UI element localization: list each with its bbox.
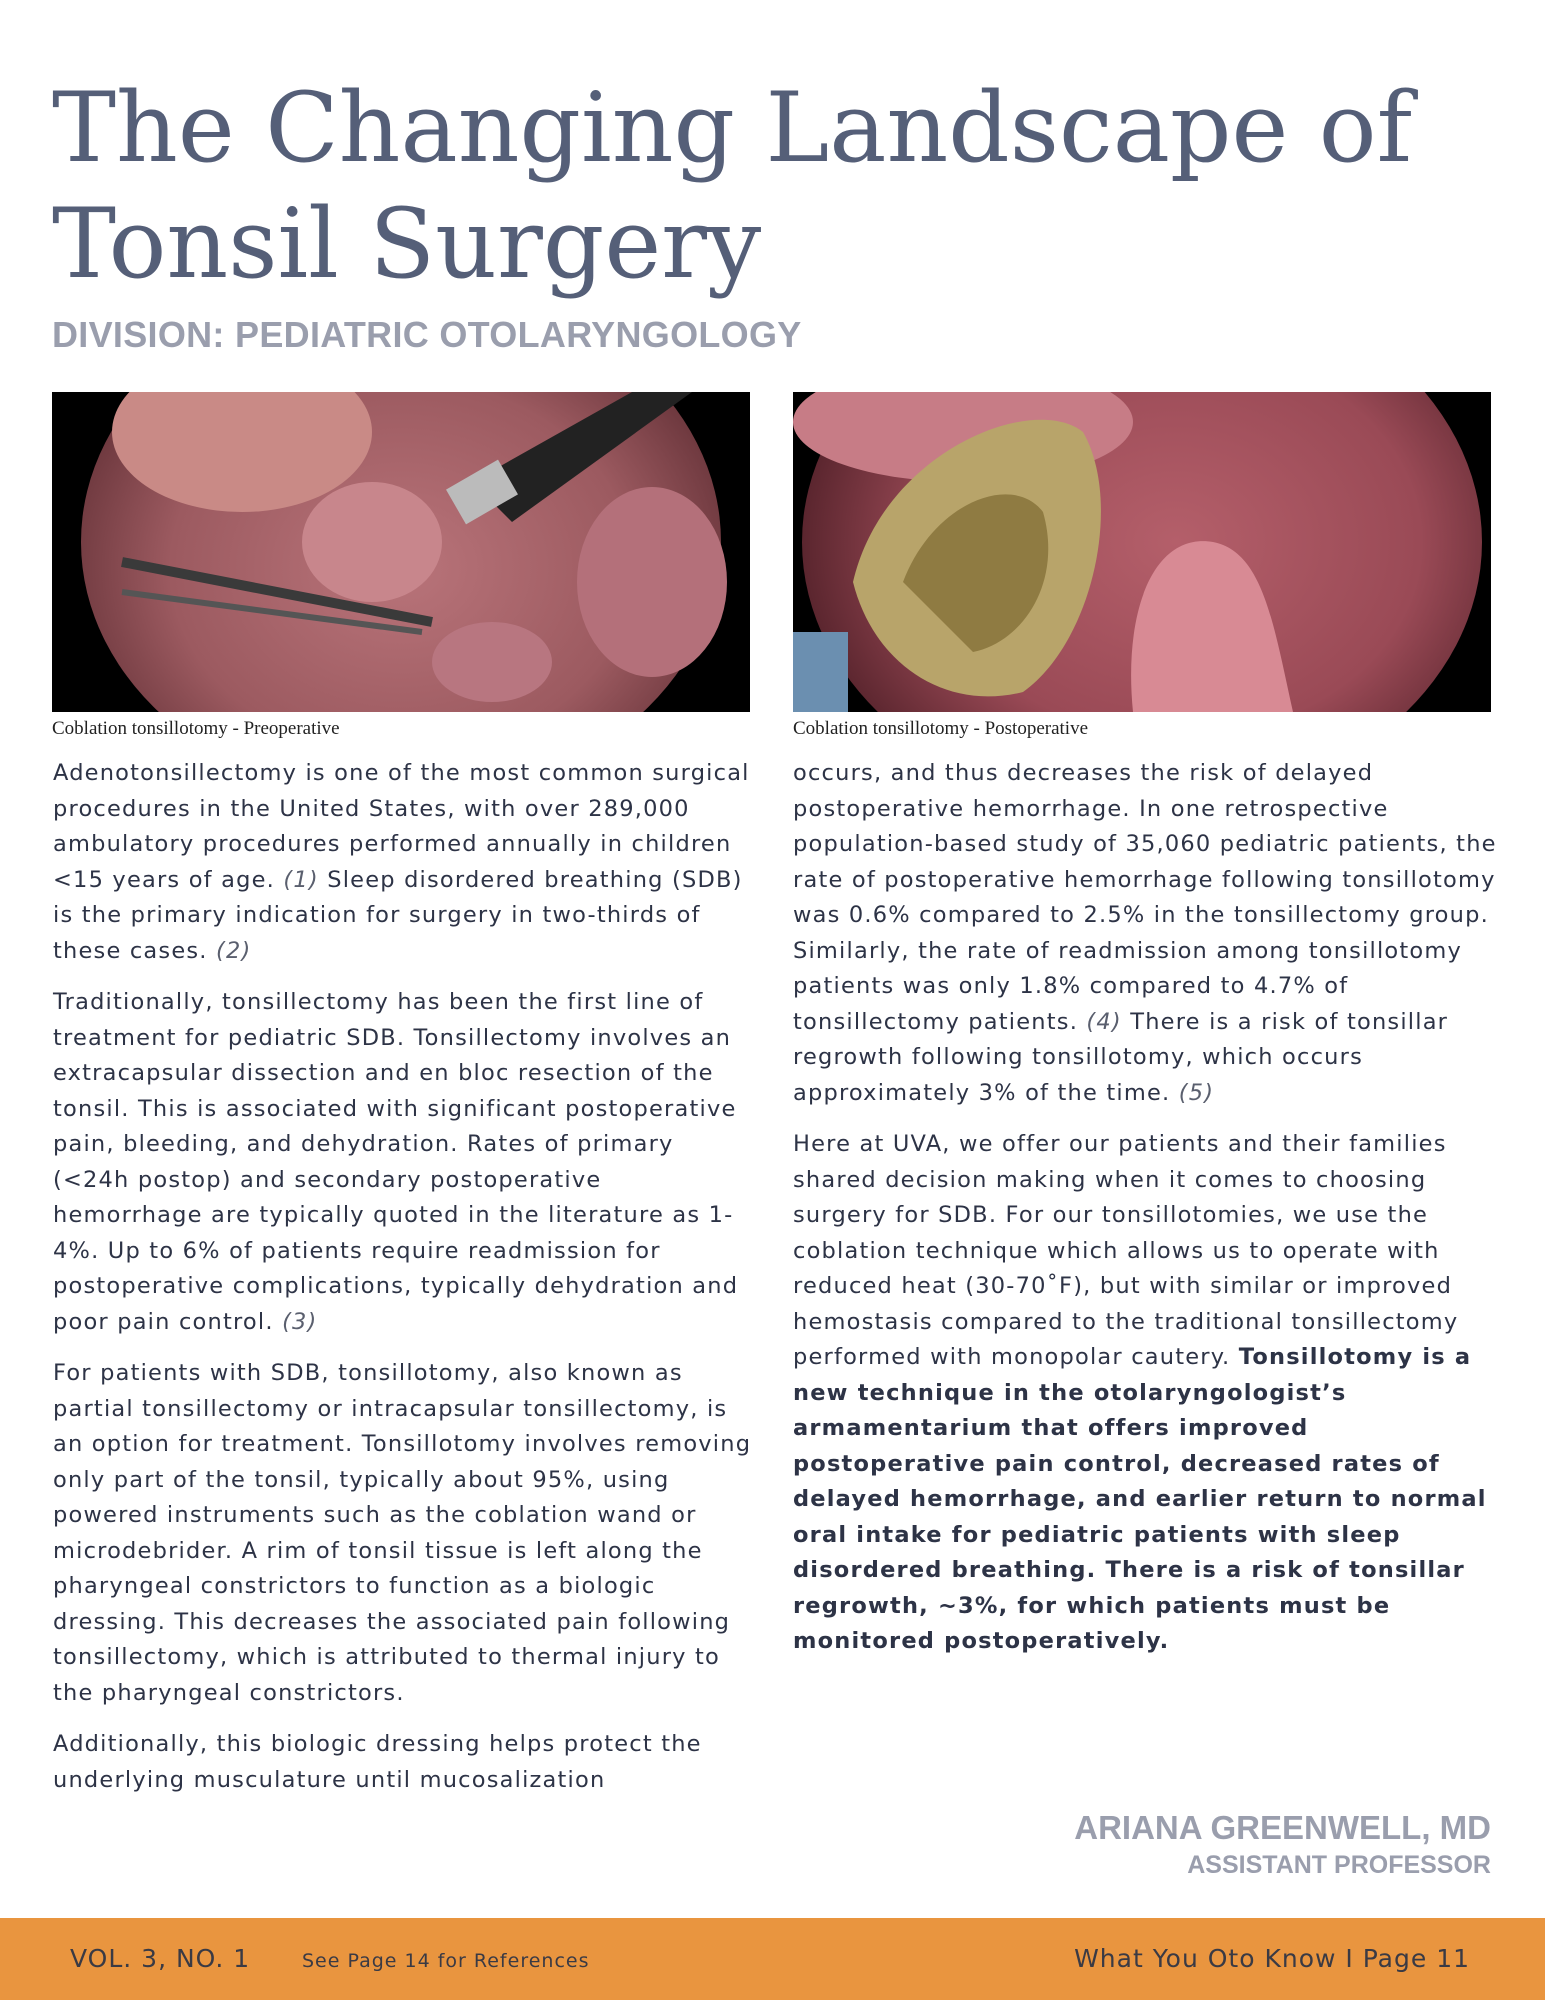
references-note: See Page 14 for References: [302, 1950, 590, 1972]
paragraph-biologic-dressing: Additionally, this biologic dressing helps protect the underlying musculature until mucosalization: [53, 1731, 702, 1793]
postoperative-caption: Coblation tonsillotomy - Postoperative: [793, 718, 1089, 739]
key-takeaway: Tonsillotomy is a new technique in the otolaryngologist’s armamentarium that offers improved postoperative pain control, decreased rates of delayed hemorrhage, and earlier return to normal oral intake for pediatric patients with sleep disordered breathing. There is a risk of tonsillar regrowth, ~3%, for which patients must be monitored postoperatively.: [793, 1344, 1487, 1654]
paragraph-tonsillectomy: Traditionally, tonsillectomy has been the first line of treatment for pediatric SDB. Tonsillectomy involves an extracapsular dissection and en bloc resection of the tonsil. This is associated with significant postoperative pain, bleeding, and dehydration. Rates of primary (<24h postop) and secondary postoperative hemorrhage are typically quoted in the literature as 1-4%. Up to 6% of patients require readmission for postoperative complications, typically dehydration and poor pain control. (3): [53, 989, 739, 1335]
citation-1: (1): [283, 866, 319, 893]
article-title: The Changing Landscape of Tonsil Surgery: [52, 72, 1413, 300]
author-role: ASSISTANT PROFESSOR: [1187, 1851, 1491, 1879]
footer-bar: [0, 1918, 1545, 2000]
preoperative-caption: Coblation tonsillotomy - Preoperative: [52, 718, 340, 739]
citation-2: (2): [216, 937, 252, 964]
citation-5: (5): [1178, 1079, 1215, 1106]
paragraph-tonsillotomy: For patients with SDB, tonsillotomy, also known as partial tonsillectomy or intracapsular tonsillectomy, is an option for treatment. Tonsillotomy involves removing only part of the tonsil, typically about 95%, using powered instruments such as the coblation wand or microdebrider. A rim of tonsil tissue is left along the pharyngeal constrictors to function as a biologic dressing. This decreases the associated pain following tonsillectomy, which is attributed to thermal injury to the pharyngeal constrictors.: [53, 1360, 752, 1706]
preoperative-photo: [52, 392, 750, 712]
citation-4: (4): [1086, 1008, 1122, 1035]
citation-3: (3): [282, 1308, 318, 1335]
body-column-right: [793, 756, 1503, 1676]
paragraph-intro: Adenotonsillectomy is one of the most common surgical procedures in the United States, with over 289,000 ambulatory procedures performed annually in children <15 years of age. (1) Sleep disordered breathing (SDB) is the primary indication for surgery in two-thirds of these cases. (2): [53, 760, 750, 964]
author-name: ARIANA GREENWELL, MD: [1074, 1809, 1491, 1846]
postoperative-photo: [793, 392, 1491, 712]
division-label: DIVISION: PEDIATRIC OTOLARYNGOLOGY: [52, 314, 802, 355]
paragraph-uva: Here at UVA, we offer our patients and their families shared decision making when it comes to choosing surgery for SDB. For our tonsillotomies, we use the coblation technique which allows us to operate with reduced heat (30-70˚F), but with similar or improved hemostasis compared to the traditional tonsillectomy performed with monopolar cautery. Tonsillotomy is a new technique in the otolaryngologist’s armamentarium that offers improved postoperative pain control, decreased rates of delayed hemorrhage, and earlier return to normal oral intake for pediatric patients with sleep disordered breathing. There is a risk of tonsillar regrowth, ~3%, for which patients must be monitored postoperatively.: [793, 1131, 1487, 1654]
paragraph-biologic-dressing-cont: occurs, and thus decreases the risk of delayed postoperative hemorrhage. In one retrospective population-based study of 35,060 pediatric patients, the rate of postoperative hemorrhage following tonsillotomy was 0.6% compared to 2.5% in the tonsillectomy group. Similarly, the rate of readmission among tonsillotomy patients was only 1.8% compared to 4.7% of tonsillectomy patients. (4) There is a risk of tonsillar regrowth following tonsillotomy, which occurs approximately 3% of the time. (5): [793, 760, 1497, 1106]
volume-label: VOL. 3, NO. 1: [70, 1944, 251, 1973]
body-column-left: [53, 756, 758, 1814]
page-label: What You Oto Know I Page 11: [1074, 1944, 1470, 1973]
author-block: [1074, 1808, 1491, 1882]
